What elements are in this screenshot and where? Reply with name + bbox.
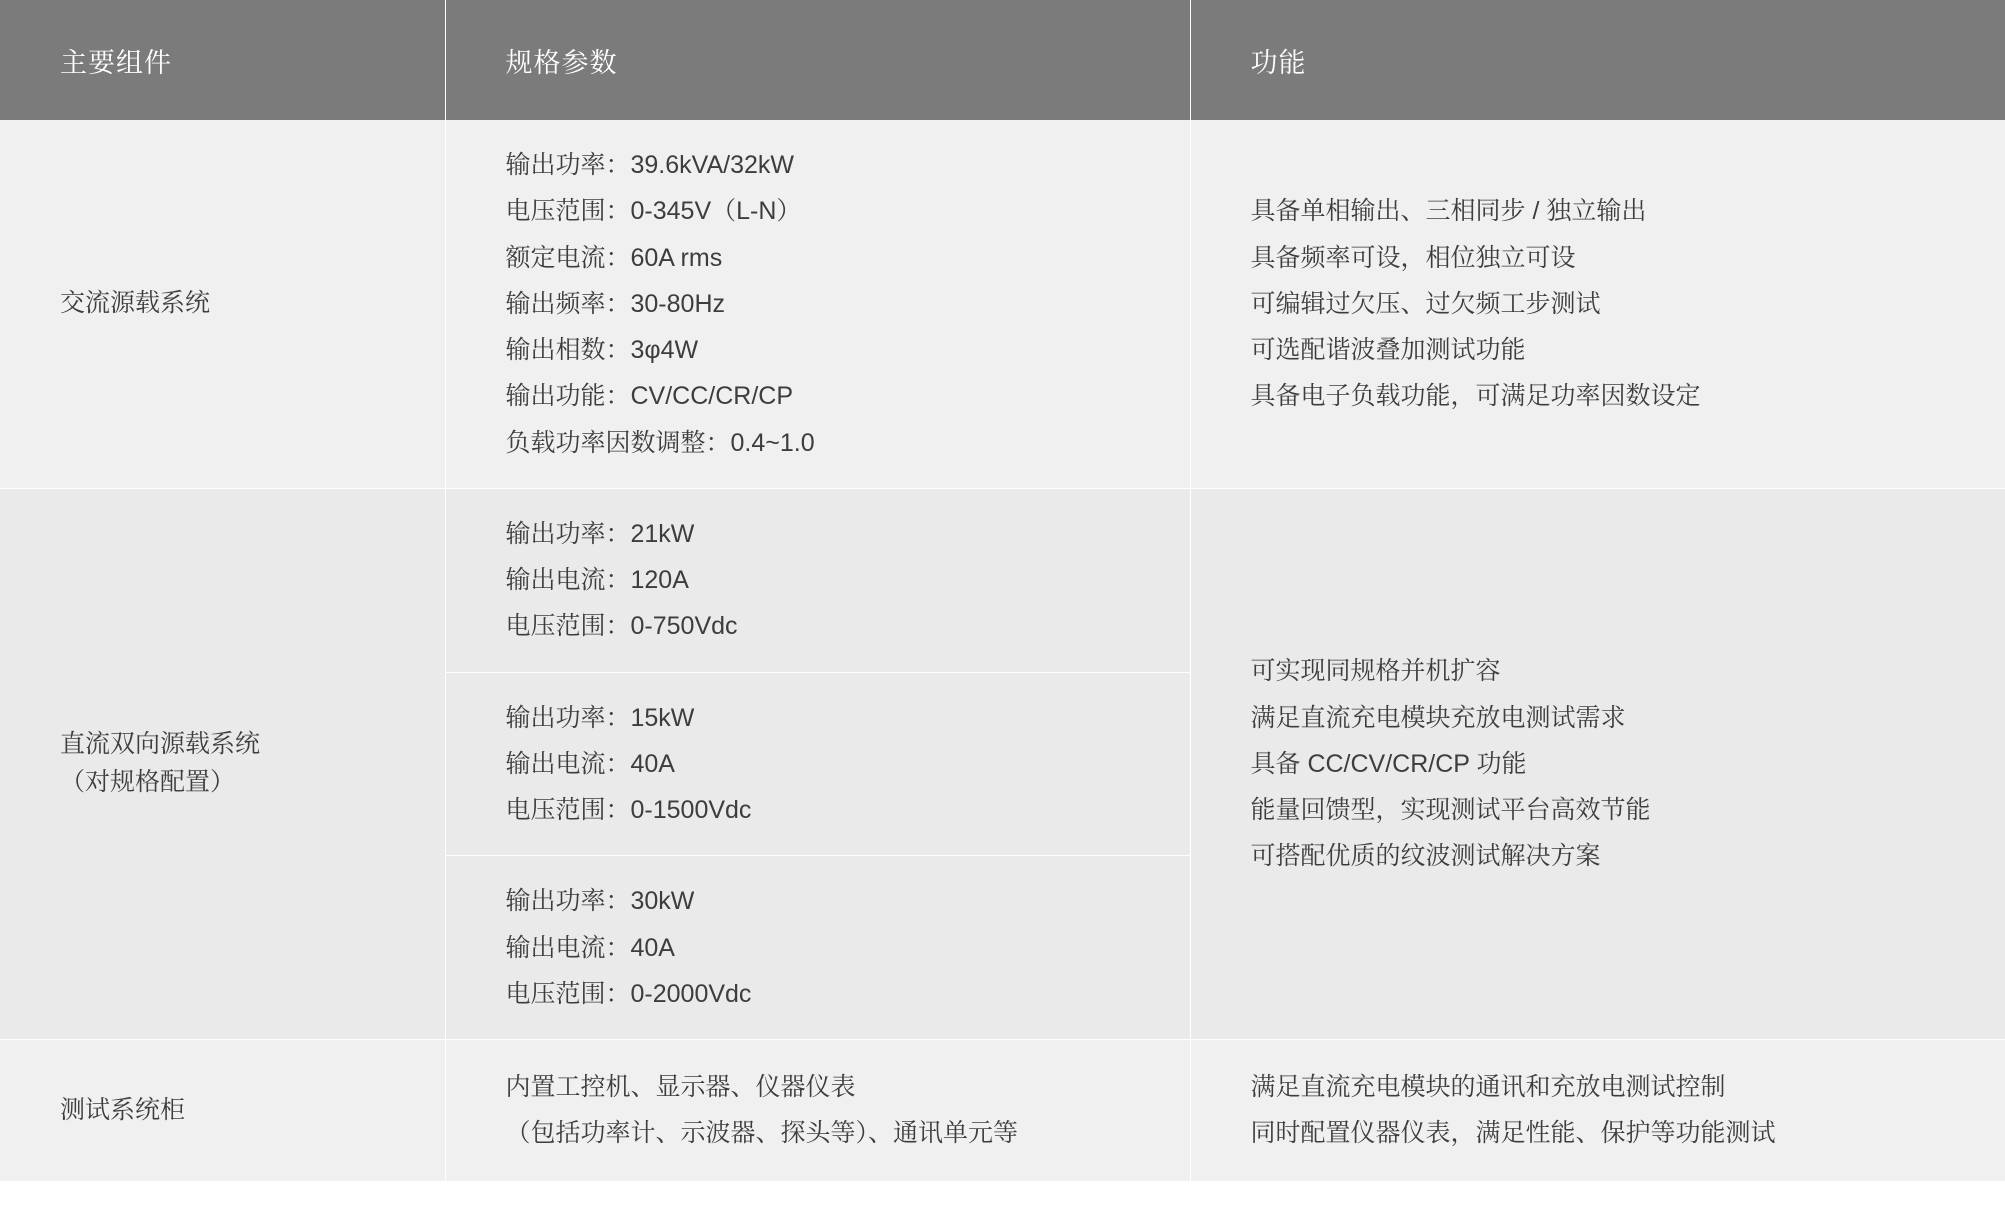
spec-line: 负载功率因数调整：0.4~1.0 <box>505 428 815 457</box>
spec-group <box>446 855 1190 1039</box>
spec-group <box>446 1042 1190 1179</box>
cell-component-name <box>0 1040 445 1181</box>
cell-function <box>1190 1040 2005 1181</box>
spec-line: 输出相数：3φ4W <box>505 336 699 364</box>
function-line: 同时配置仪器仪表，满足性能、保护等功能测试 <box>1250 1119 1776 1148</box>
function-line: 满足直流充电模块充放电测试需求 <box>1250 703 1626 732</box>
spec-line: 输出功能：CV/CC/CR/CP <box>505 382 794 411</box>
cell-component-name <box>0 488 445 1039</box>
component-name-line: （对规格配置） <box>60 767 236 796</box>
spec-line: 电压范围：0-750Vdc <box>505 612 738 641</box>
spec-line: 输出功率：21kW <box>505 519 695 548</box>
function-line: 具备单相输出、三相同步 / 独立输出 <box>1250 197 1647 226</box>
spec-line: 输出功率：30kW <box>505 887 695 916</box>
function-line: 能量回馈型，实现测试平台高效节能 <box>1250 796 1651 824</box>
cell-specification <box>445 120 1190 488</box>
spec-line: 电压范围：0-2000Vdc <box>505 979 752 1008</box>
spec-line: 输出功率：39.6kVA/32kW <box>505 151 795 179</box>
function-line: 可实现同规格并机扩容 <box>1250 657 1501 686</box>
function-line: 具备频率可设，相位独立可设 <box>1250 243 1576 272</box>
spec-line: 额定电流：60A rms <box>505 243 723 272</box>
column-header-component: 主要组件 <box>0 0 445 120</box>
table-row <box>0 488 2005 1039</box>
spec-line: 输出频率：30-80Hz <box>505 289 725 318</box>
table-header <box>0 0 2005 120</box>
component-name-line: 交流源载系统 <box>60 289 211 318</box>
cell-specification <box>445 488 1190 1039</box>
spec-line: 输出电流：40A <box>505 933 675 962</box>
component-name-line: 直流双向源载系统 <box>60 730 261 759</box>
spec-line: 电压范围：0-1500Vdc <box>505 796 752 824</box>
cell-function <box>1190 488 2005 1039</box>
function-line: 满足直流充电模块的通讯和充放电测试控制 <box>1250 1073 1726 1101</box>
cell-specification <box>445 1040 1190 1181</box>
function-line: 可搭配优质的纹波测试解决方案 <box>1250 842 1601 871</box>
cell-function <box>1190 120 2005 488</box>
spec-line: 内置工控机、显示器、仪器仪表 <box>505 1073 856 1101</box>
column-header-function: 功能 <box>1190 0 2005 120</box>
function-line: 具备电子负载功能，可满足功率因数设定 <box>1250 382 1701 411</box>
spec-group <box>446 672 1190 856</box>
column-header-specification: 规格参数 <box>445 0 1190 120</box>
cell-component-name <box>0 120 445 488</box>
component-name-line: 测试系统柜 <box>60 1095 186 1124</box>
spec-group <box>446 489 1190 672</box>
function-line: 可选配谐波叠加测试功能 <box>1250 336 1526 364</box>
spec-group <box>446 120 1190 488</box>
spec-line: （包括功率计、示波器、探头等）、通讯单元等 <box>505 1119 1019 1148</box>
spec-line: 输出电流：120A <box>505 566 689 594</box>
table-header-row <box>0 0 2005 120</box>
table-row <box>0 120 2005 488</box>
function-line: 具备 CC/CV/CR/CP 功能 <box>1250 749 1527 778</box>
table-body <box>0 120 2005 1181</box>
spec-line: 电压范围：0-345V（L-N） <box>505 197 802 226</box>
spec-line: 输出电流：40A <box>505 749 675 778</box>
table-row <box>0 1040 2005 1181</box>
spec-line: 输出功率：15kW <box>505 703 695 732</box>
function-line: 可编辑过欠压、过欠频工步测试 <box>1250 289 1601 318</box>
